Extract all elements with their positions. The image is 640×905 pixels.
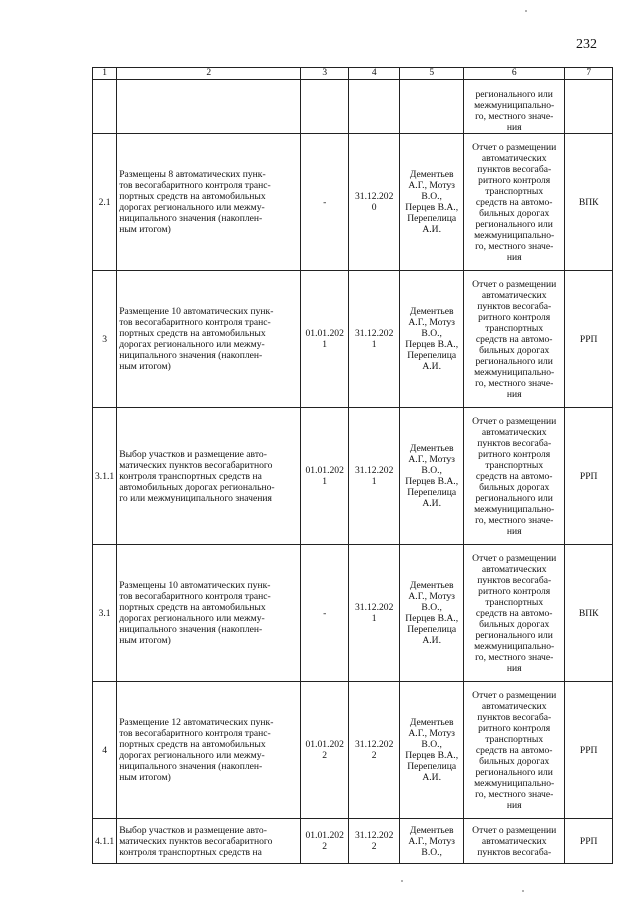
responsible-line: В.О., bbox=[421, 465, 442, 476]
row-number-cell: 3 bbox=[93, 271, 117, 408]
responsible-line: А.Г., Мотуз bbox=[408, 454, 455, 465]
responsible-cell bbox=[400, 545, 464, 682]
document-line: автоматических bbox=[481, 700, 547, 712]
code-cell: ВПК bbox=[565, 134, 613, 271]
document-line: бильных дорогах bbox=[479, 618, 550, 630]
responsible-line: Перепелица bbox=[407, 350, 457, 361]
end-date-cell bbox=[349, 271, 400, 408]
description-line: ным итогом) bbox=[119, 361, 171, 372]
description-cell bbox=[117, 682, 301, 819]
responsible-cell bbox=[400, 80, 464, 134]
document-line: бильных дорогах bbox=[479, 755, 550, 767]
responsible-cell bbox=[400, 819, 464, 864]
start-date-line: 01.01.202 bbox=[305, 830, 344, 841]
responsible-line: Перцев В.А., bbox=[405, 613, 459, 624]
start-date-line: 2 bbox=[322, 841, 328, 852]
responsible-line: Перепелица bbox=[407, 487, 457, 498]
table-row bbox=[93, 271, 613, 408]
start-date-line: 01.01.202 bbox=[305, 328, 344, 339]
document-line: Отчет о размещении bbox=[472, 415, 557, 427]
column-header: 6 bbox=[464, 68, 565, 80]
document-line: го, местного значе- bbox=[475, 788, 554, 800]
row-number-cell: 3.1.1 bbox=[93, 408, 117, 545]
column-header: 1 bbox=[93, 68, 117, 80]
description-line: портных средств на автомобильных bbox=[119, 602, 266, 613]
description-line: го или межмуниципального значения bbox=[119, 492, 272, 504]
start-date-line: 01.01.202 bbox=[305, 465, 344, 476]
description-line: дорогах регионального или межму- bbox=[119, 202, 265, 213]
start-date-line: - bbox=[323, 607, 327, 619]
description-line: ниципального значения (накоплен- bbox=[119, 761, 263, 772]
end-date-line: 31.12.202 bbox=[355, 739, 394, 750]
document-line: ния bbox=[506, 662, 522, 674]
responsible-line: А.И. bbox=[422, 635, 442, 646]
responsible-line: В.О., bbox=[421, 328, 442, 339]
description-line: матических пунктов весогабаритного bbox=[119, 835, 273, 847]
end-date-line: 31.12.202 bbox=[355, 191, 394, 202]
end-date-line: 1 bbox=[371, 476, 377, 487]
description-line: дорогах регионального или межму- bbox=[119, 339, 265, 350]
document-cell bbox=[464, 408, 565, 545]
row-number-cell: 3.1 bbox=[93, 545, 117, 682]
table-row bbox=[93, 819, 613, 864]
document-line: Отчет о размещении bbox=[472, 824, 557, 836]
row-number-cell: 2.1 bbox=[93, 134, 117, 271]
description-line: ниципального значения (накоплен- bbox=[119, 213, 263, 224]
end-date-line: 1 bbox=[371, 339, 377, 350]
document-line: транспортных bbox=[485, 459, 544, 471]
table-row bbox=[93, 682, 613, 819]
description-line: Размещены 10 автоматических пунк- bbox=[119, 580, 271, 591]
scan-speck bbox=[522, 890, 524, 892]
start-date-line: - bbox=[323, 196, 327, 208]
description-line: автомобильных дорогах регионально- bbox=[119, 481, 275, 493]
responsible-line: А.И. bbox=[422, 498, 442, 509]
document-line: Отчет о размещении bbox=[472, 552, 557, 564]
responsible-line: А.Г., Мотуз bbox=[408, 317, 455, 328]
row-number-cell bbox=[93, 80, 117, 134]
document-line: межмуниципально- bbox=[474, 777, 555, 789]
document-line: Отчет о размещении bbox=[472, 689, 557, 701]
document-line: го, местного значе- bbox=[475, 514, 554, 526]
description-line: Размещение 10 автоматических пунк- bbox=[119, 306, 274, 317]
responsible-cell bbox=[400, 408, 464, 545]
document-line: транспортных bbox=[485, 322, 544, 334]
responsible-line: Перцев В.А., bbox=[405, 476, 459, 487]
document-line: межмуниципально- bbox=[474, 229, 555, 241]
document-line: автоматических bbox=[481, 289, 547, 301]
document-line: го, местного значе- bbox=[475, 111, 554, 122]
description-cell bbox=[117, 80, 301, 134]
document-line: регионального или bbox=[475, 629, 553, 641]
document-line: автоматических bbox=[481, 426, 547, 438]
responsible-line: Перцев В.А., bbox=[405, 202, 459, 213]
column-header: 3 bbox=[301, 68, 349, 80]
responsible-line: А.Г., Мотуз bbox=[408, 728, 455, 739]
description-line: дорогах регионального или межму- bbox=[119, 750, 265, 761]
description-line: портных средств на автомобильных bbox=[119, 739, 266, 750]
start-date-line: 01.01.202 bbox=[305, 739, 344, 750]
document-line: автоматических bbox=[481, 152, 547, 164]
end-date-line: 31.12.202 bbox=[355, 602, 394, 613]
column-header: 2 bbox=[117, 68, 301, 80]
responsible-line: А.И. bbox=[422, 772, 442, 783]
responsible-cell bbox=[400, 134, 464, 271]
code-cell: РРП bbox=[565, 408, 613, 545]
document-line: бильных дорогах bbox=[479, 207, 550, 219]
start-date-line: 1 bbox=[322, 339, 328, 350]
responsible-line: Дементьев bbox=[409, 169, 454, 180]
start-date-cell bbox=[301, 408, 349, 545]
document-line: транспортных bbox=[485, 185, 544, 197]
start-date-cell bbox=[301, 682, 349, 819]
responsible-line: Дементьев bbox=[409, 580, 454, 591]
table-row bbox=[93, 408, 613, 545]
start-date-line: 2 bbox=[322, 750, 328, 761]
responsible-line: А.И. bbox=[422, 224, 442, 235]
code-cell: ВПК bbox=[565, 545, 613, 682]
start-date-cell bbox=[301, 819, 349, 864]
document-line: ритного контроля bbox=[478, 585, 551, 597]
description-line: ным итогом) bbox=[119, 635, 171, 646]
document-line: ния bbox=[506, 799, 522, 811]
end-date-cell bbox=[349, 682, 400, 819]
responsible-line: Перепелица bbox=[407, 624, 457, 635]
document-line: средств на автомо- bbox=[475, 333, 553, 345]
document-line: регионального или bbox=[475, 766, 553, 778]
start-date-line: 1 bbox=[322, 476, 328, 487]
end-date-cell bbox=[349, 80, 400, 134]
description-line: Выбор участков и размещение авто- bbox=[119, 824, 267, 836]
document-line: го, местного значе- bbox=[475, 377, 554, 389]
responsible-line: А.И. bbox=[422, 361, 442, 372]
column-header: 4 bbox=[349, 68, 400, 80]
document-line: пунктов весогаба- bbox=[477, 300, 552, 312]
document-line: пунктов весогаба- bbox=[477, 437, 552, 449]
end-date-line: 31.12.202 bbox=[355, 465, 394, 476]
code-cell bbox=[565, 80, 613, 134]
end-date-line: 2 bbox=[371, 750, 377, 761]
document-cell bbox=[464, 271, 565, 408]
document-cell bbox=[464, 80, 565, 134]
document-cell bbox=[464, 545, 565, 682]
responsible-line: Перцев В.А., bbox=[405, 750, 459, 761]
scan-speck bbox=[401, 880, 403, 882]
document-line: транспортных bbox=[485, 733, 544, 745]
row-number-cell: 4 bbox=[93, 682, 117, 819]
responsible-line: Перепелица bbox=[407, 761, 457, 772]
description-line: тов весогабаритного контроля транс- bbox=[119, 180, 271, 191]
document-line: бильных дорогах bbox=[479, 481, 550, 493]
responsible-line: А.Г., Мотуз bbox=[408, 835, 455, 847]
description-cell bbox=[117, 271, 301, 408]
description-line: портных средств на автомобильных bbox=[119, 328, 266, 339]
responsible-line: А.Г., Мотуз bbox=[408, 591, 455, 602]
column-header: 7 bbox=[565, 68, 613, 80]
document-cell bbox=[464, 819, 565, 864]
responsible-line: Дементьев bbox=[409, 824, 454, 836]
description-line: Размещение 12 автоматических пунк- bbox=[119, 717, 274, 728]
table-row bbox=[93, 134, 613, 271]
document-line: ния bbox=[506, 388, 522, 400]
responsible-cell bbox=[400, 682, 464, 819]
end-date-cell bbox=[349, 819, 400, 864]
responsible-line: В.О., bbox=[421, 739, 442, 750]
document-line: межмуниципально- bbox=[474, 503, 555, 515]
responsible-line: Перцев В.А., bbox=[405, 339, 459, 350]
end-date-cell bbox=[349, 545, 400, 682]
document-line: средств на автомо- bbox=[475, 744, 553, 756]
document-line: межмуниципально- bbox=[474, 640, 555, 652]
code-cell: РРП bbox=[565, 682, 613, 819]
document-line: регионального или bbox=[475, 218, 553, 230]
document-line: межмуниципально- bbox=[474, 100, 555, 111]
document-line: пунктов весогаба- bbox=[477, 163, 552, 175]
document-line: средств на автомо- bbox=[475, 470, 553, 482]
table-row bbox=[93, 545, 613, 682]
document-line: регионального или bbox=[475, 89, 553, 100]
start-date-cell bbox=[301, 80, 349, 134]
description-line: ниципального значения (накоплен- bbox=[119, 624, 263, 635]
document-line: пунктов весогаба- bbox=[477, 846, 552, 858]
document-line: бильных дорогах bbox=[479, 344, 550, 356]
row-number-cell: 4.1.1 bbox=[93, 819, 117, 864]
responsible-line: А.Г., Мотуз bbox=[408, 180, 455, 191]
end-date-line: 1 bbox=[371, 613, 377, 624]
column-header: 5 bbox=[400, 68, 464, 80]
document-line: пунктов весогаба- bbox=[477, 574, 552, 586]
document-line: пунктов весогаба- bbox=[477, 711, 552, 723]
document-line: межмуниципально- bbox=[474, 366, 555, 378]
description-cell bbox=[117, 134, 301, 271]
end-date-cell bbox=[349, 408, 400, 545]
document-line: ния bbox=[506, 525, 522, 537]
responsible-line: Дементьев bbox=[409, 717, 454, 728]
document-line: средств на автомо- bbox=[475, 607, 553, 619]
document-cell bbox=[464, 682, 565, 819]
description-line: тов весогабаритного контроля транс- bbox=[119, 728, 271, 739]
description-cell bbox=[117, 408, 301, 545]
document-line: ния bbox=[506, 122, 522, 133]
end-date-cell bbox=[349, 134, 400, 271]
document-line: Отчет о размещении bbox=[472, 141, 557, 153]
responsible-line: Перепелица bbox=[407, 213, 457, 224]
description-line: матических пунктов весогабаритного bbox=[119, 459, 273, 471]
document-line: регионального или bbox=[475, 492, 553, 504]
responsible-line: В.О., bbox=[421, 191, 442, 202]
end-date-line: 31.12.202 bbox=[355, 830, 394, 841]
description-cell bbox=[117, 819, 301, 864]
responsible-line: В.О., bbox=[421, 602, 442, 613]
document-line: ритного контроля bbox=[478, 311, 551, 323]
document-line: го, местного значе- bbox=[475, 651, 554, 663]
document-line: автоматических bbox=[481, 835, 547, 847]
schedule-table bbox=[92, 67, 613, 864]
description-line: Выбор участков и размещение авто- bbox=[119, 448, 267, 460]
end-date-line: 2 bbox=[371, 841, 377, 852]
responsible-cell bbox=[400, 271, 464, 408]
document-line: го, местного значе- bbox=[475, 240, 554, 252]
scan-speck bbox=[525, 10, 527, 12]
responsible-line: В.О., bbox=[421, 846, 442, 858]
document-line: средств на автомо- bbox=[475, 196, 553, 208]
document-line: ритного контроля bbox=[478, 722, 551, 734]
description-cell bbox=[117, 545, 301, 682]
document-line: ния bbox=[506, 251, 522, 263]
start-date-cell bbox=[301, 545, 349, 682]
code-cell: РРП bbox=[565, 819, 613, 864]
document-cell bbox=[464, 134, 565, 271]
description-line: контроля транспортных средств на bbox=[119, 470, 262, 482]
continued-row bbox=[93, 80, 613, 134]
page-number: 232 bbox=[576, 37, 597, 52]
end-date-line: 31.12.202 bbox=[355, 328, 394, 339]
document-line: автоматических bbox=[481, 563, 547, 575]
description-line: ным итогом) bbox=[119, 772, 171, 783]
description-line: портных средств на автомобильных bbox=[119, 191, 266, 202]
responsible-line: Дементьев bbox=[409, 443, 454, 454]
responsible-line: Дементьев bbox=[409, 306, 454, 317]
document-line: ритного контроля bbox=[478, 174, 551, 186]
code-cell: РРП bbox=[565, 271, 613, 408]
document-line: регионального или bbox=[475, 355, 553, 367]
description-line: дорогах регионального или межму- bbox=[119, 613, 265, 624]
description-line: тов весогабаритного контроля транс- bbox=[119, 591, 271, 602]
start-date-cell bbox=[301, 134, 349, 271]
document-line: Отчет о размещении bbox=[472, 278, 557, 290]
table-header-row bbox=[93, 68, 613, 80]
document-line: транспортных bbox=[485, 596, 544, 608]
description-line: тов весогабаритного контроля транс- bbox=[119, 317, 271, 328]
end-date-line: 0 bbox=[371, 202, 377, 213]
document-line: ритного контроля bbox=[478, 448, 551, 460]
description-line: контроля транспортных средств на bbox=[119, 846, 262, 858]
description-line: ным итогом) bbox=[119, 224, 171, 235]
description-line: ниципального значения (накоплен- bbox=[119, 350, 263, 361]
description-line: Размещены 8 автоматических пунк- bbox=[119, 169, 266, 180]
start-date-cell bbox=[301, 271, 349, 408]
